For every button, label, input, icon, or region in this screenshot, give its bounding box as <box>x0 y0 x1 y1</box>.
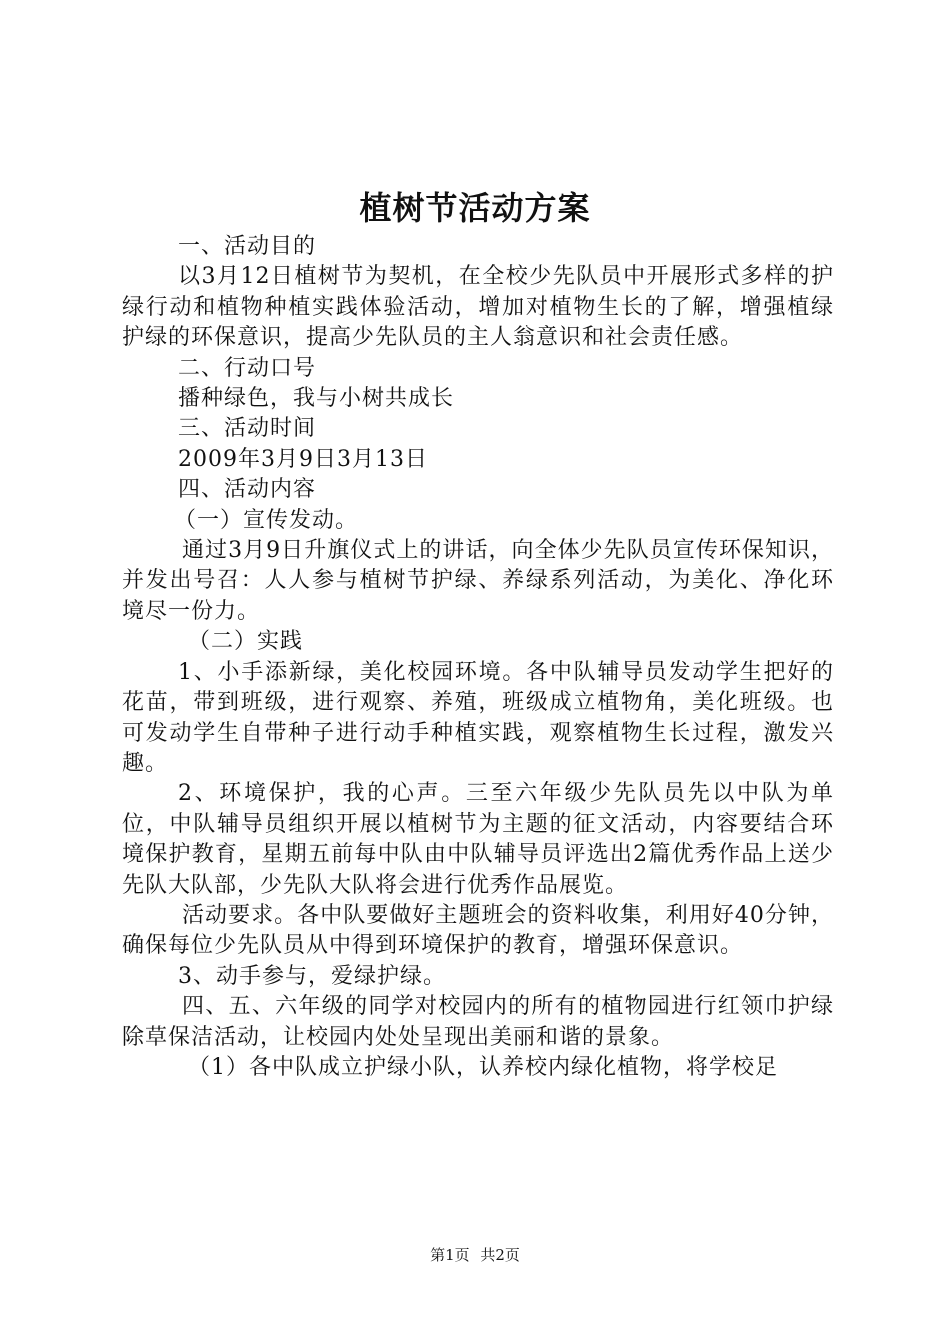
document-title: 植树节活动方案 <box>359 189 591 227</box>
page-footer <box>0 1245 950 1265</box>
section-heading-content: 四、活动内容 <box>178 477 317 503</box>
subheading-practice: （二）实践 <box>188 629 304 655</box>
page-total: 共2页 <box>480 1246 520 1264</box>
paragraph-publicity: 通过3月9日升旗仪式上的讲话，向全体少先队员宣传环保知识，并发出号召：人人参与植树节护绿、养绿系列活动，为美化、净化环境尽一份力。 <box>122 538 834 624</box>
paragraph-slogan: 播种绿色，我与小树共成长 <box>178 386 455 412</box>
section-heading-purpose: 一、活动目的 <box>178 234 317 259</box>
page-number: 第1页 <box>430 1246 470 1264</box>
paragraph-practice-2: 2、环境保护，我的心声。三至六年级少先队员先以中队为单位，中队辅导员组织开展以植树节为主题的征文活动，内容要结合环境保护教育，星期五前每中队由中队辅导员评选出2篇优秀作品上送少先队大队部，少先队大队将会进行优秀作品展览。 <box>122 781 834 898</box>
document-body <box>122 232 834 1083</box>
section-heading-slogan: 二、行动口号 <box>178 355 317 381</box>
paragraph-practice-1: 1、小手添新绿，美化校园环境。各中队辅导员发动学生把好的花苗，带到班级，进行观察、养殖，班级成立植物角，美化班级。也可发动学生自带种子进行动手种植实践，观察植物生长过程，激发兴趣。 <box>122 659 834 776</box>
section-heading-time: 三、活动时间 <box>178 416 317 442</box>
paragraph-time: 2009年3月9日3月13日 <box>178 446 428 472</box>
paragraph-practice-3: 3、动手参与，爱绿护绿。 <box>178 963 446 989</box>
paragraph-requirements: 活动要求。各中队要做好主题班会的资料收集，利用好40分钟，确保每位少先队员从中得到环境保护的教育，增强环保意识。 <box>122 902 834 959</box>
subheading-publicity: （一）宣传发动。 <box>174 507 359 533</box>
paragraph-grades: 四、五、六年级的同学对校园内的所有的植物园进行红领巾护绿除草保洁活动，让校园内处处呈现出美丽和谐的景象。 <box>122 994 834 1050</box>
paragraph-item-1: （1）各中队成立护绿小队，认养校内绿化植物，将学校足 <box>188 1054 778 1080</box>
paragraph-purpose: 以3月12日植树节为契机，在全校少先队员中开展形式多样的护绿行动和植物种植实践体验活动，增加对植物生长的了解，增强植绿护绿的环保意识，提高少先队员的主人翁意识和社会责任感。 <box>122 264 834 351</box>
